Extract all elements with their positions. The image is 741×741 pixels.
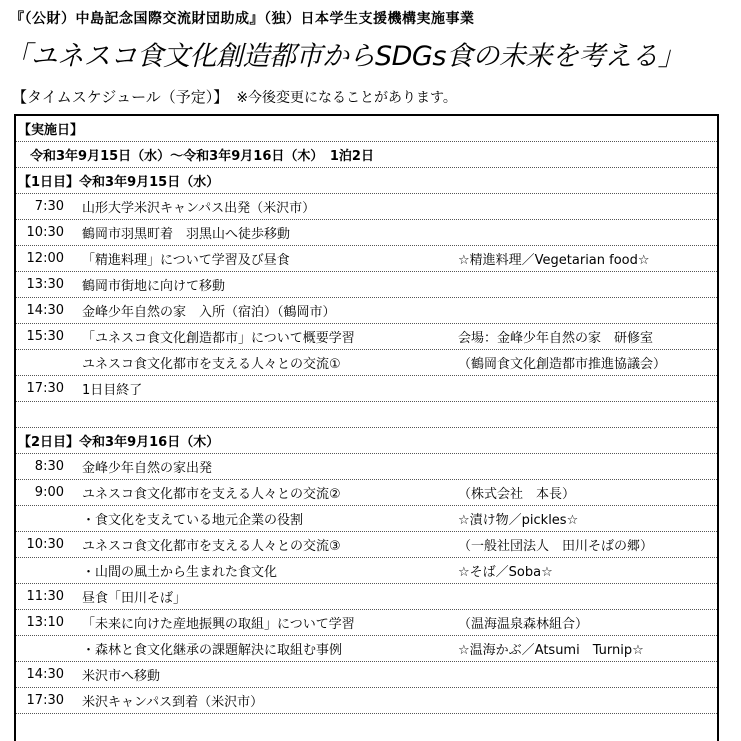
schedule-activity: 「未来に向けた産地振興の取組」について学習 bbox=[82, 617, 355, 632]
schedule-activity: 米沢キャンパス到着（米沢市） bbox=[82, 695, 264, 710]
schedule-activity: ・山間の風土から生まれた食文化 bbox=[82, 565, 278, 580]
dates-heading: 【実施日】 bbox=[16, 116, 717, 142]
schedule-time: 14:30 bbox=[26, 303, 64, 318]
schedule-row bbox=[16, 272, 717, 298]
schedule-row bbox=[16, 220, 717, 246]
schedule-activity: 金峰少年自然の家出発 bbox=[82, 461, 213, 476]
schedule-note: （温海温泉森林組合） bbox=[458, 617, 589, 632]
schedule-time: 13:30 bbox=[26, 277, 64, 292]
schedule-row bbox=[16, 662, 717, 688]
schedule-activity: 「精進料理」について学習及び昼食 bbox=[82, 253, 290, 268]
schedule-activity: ・食文化を支えている地元企業の役割 bbox=[82, 513, 304, 528]
schedule-activity: 米沢市へ移動 bbox=[82, 669, 161, 684]
schedule-row bbox=[16, 454, 717, 480]
schedule-label: 【タイムスケジュール（予定）】 bbox=[12, 88, 229, 106]
schedule-row bbox=[16, 480, 717, 506]
schedule-time: 13:10 bbox=[26, 615, 64, 630]
schedule-row bbox=[16, 506, 717, 532]
schedule-time: 8:30 bbox=[34, 459, 64, 474]
schedule-time: 15:30 bbox=[26, 329, 64, 344]
day2-heading: 【2日目】令和3年9月16日（木） bbox=[16, 428, 717, 454]
schedule-row bbox=[16, 610, 717, 636]
schedule-note: （鶴岡食文化創造都市推進協議会） bbox=[458, 357, 667, 372]
schedule-note: 会場：金峰少年自然の家 研修室 bbox=[458, 331, 654, 346]
schedule-activity: ・森林と食文化継承の課題解決に取組む事例 bbox=[82, 643, 343, 658]
schedule-time: 17:30 bbox=[26, 381, 64, 396]
schedule-activity: 鶴岡市街地に向けて移動 bbox=[82, 279, 226, 294]
schedule-time: 11:30 bbox=[26, 589, 64, 604]
schedule-row bbox=[16, 558, 717, 584]
schedule-activity: 金峰少年自然の家 入所（宿泊）（鶴岡市） bbox=[82, 305, 336, 320]
schedule-row bbox=[16, 298, 717, 324]
schedule-activity: 鶴岡市羽黒町着 羽黒山へ徒歩移動 bbox=[82, 227, 291, 242]
schedule-row bbox=[16, 350, 717, 376]
schedule-table bbox=[14, 114, 719, 741]
schedule-time: 10:30 bbox=[26, 225, 64, 240]
schedule-note: ☆漬け物／pickles☆ bbox=[458, 513, 579, 528]
schedule-row bbox=[16, 688, 717, 714]
day1-schedule bbox=[16, 194, 717, 428]
schedule-activity: 1日目終了 bbox=[82, 383, 143, 398]
schedule-row bbox=[16, 532, 717, 558]
schedule-time: 7:30 bbox=[34, 199, 64, 214]
schedule-time: 12:00 bbox=[26, 251, 64, 266]
schedule-activity: ユネスコ食文化都市を支える人々との交流① bbox=[82, 357, 341, 372]
schedule-activity: 「ユネスコ食文化創造都市」について概要学習 bbox=[82, 331, 355, 346]
schedule-row bbox=[16, 246, 717, 272]
day1-heading: 【1日目】令和3年9月15日（水） bbox=[16, 168, 717, 194]
schedule-row bbox=[16, 324, 717, 350]
schedule-time: 9:00 bbox=[34, 485, 64, 500]
schedule-activity: 昼食「田川そば」 bbox=[82, 591, 187, 606]
sponsor-line: 『（公財）中島記念国際交流財団助成』（独）日本学生支援機構実施事業 bbox=[10, 11, 475, 27]
day2-schedule bbox=[16, 454, 717, 714]
schedule-activity: ユネスコ食文化都市を支える人々との交流③ bbox=[82, 539, 341, 554]
schedule-row bbox=[16, 636, 717, 662]
page-title: 「ユネスコ食文化創造都市からSDGs食の未来を考える」 bbox=[4, 41, 685, 72]
schedule-note: （一般社団法人 田川そばの郷） bbox=[458, 539, 654, 554]
schedule-note: （株式会社 本長） bbox=[458, 487, 576, 502]
schedule-activity: ユネスコ食文化都市を支える人々との交流② bbox=[82, 487, 341, 502]
schedule-note: ※今後変更になることがあります。 bbox=[236, 90, 457, 106]
schedule-note: ☆温海かぶ／Atsumi Turnip☆ bbox=[458, 643, 644, 658]
schedule-row bbox=[16, 194, 717, 220]
schedule-activity: 山形大学米沢キャンパス出発（米沢市） bbox=[82, 201, 316, 216]
schedule-row bbox=[16, 402, 717, 428]
schedule-time: 14:30 bbox=[26, 667, 64, 682]
schedule-heading bbox=[12, 86, 457, 107]
schedule-note: ☆そば／Soba☆ bbox=[458, 565, 553, 580]
schedule-row bbox=[16, 584, 717, 610]
schedule-row bbox=[16, 376, 717, 402]
schedule-time: 17:30 bbox=[26, 693, 64, 708]
dates-period: 令和3年9月15日（水）～令和3年9月16日（木） 1泊2日 bbox=[16, 142, 717, 168]
schedule-time: 10:30 bbox=[26, 537, 64, 552]
schedule-note: ☆精進料理／Vegetarian food☆ bbox=[458, 253, 650, 268]
